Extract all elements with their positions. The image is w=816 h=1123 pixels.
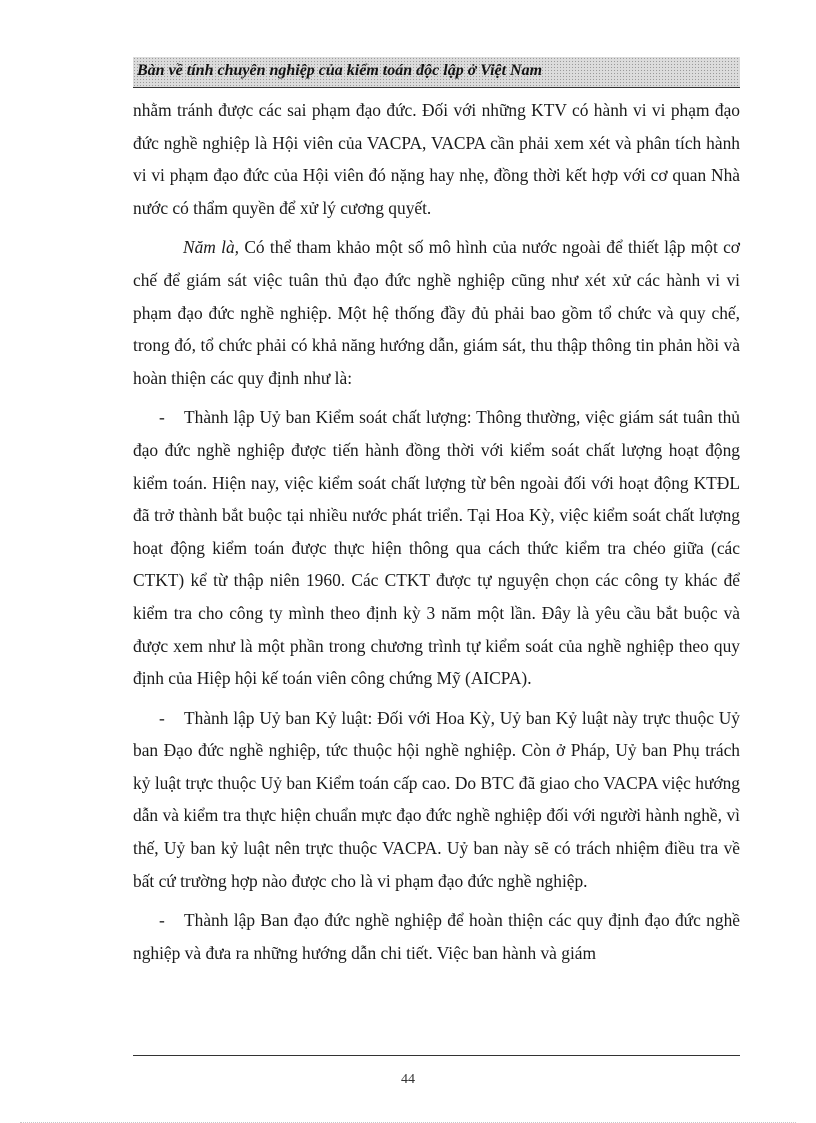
bullet-marker: -	[159, 910, 165, 931]
paragraph: nhằm tránh được các sai phạm đạo đức. Đối với những KTV có hành vi vi phạm đạo đức nghề nghiệp là Hội viên của VACPA, VACPA cần phải xem xét và phân tích hành vi vi phạm đạo đức của Hội viên đó nặng hay nhẹ, đồng thời kết hợp với cơ quan Nhà nước có thẩm quyền để xử lý cương quyết.	[133, 100, 740, 218]
list-item-text: Thành lập Ban đạo đức nghề nghiệp để hoàn thiện các quy định đạo đức nghề nghiệp và đưa ra những hướng dẫn chi tiết. Việc ban hành và giám	[133, 910, 740, 963]
paragraph	[133, 231, 740, 394]
page-number: 44	[401, 1072, 415, 1087]
running-header	[133, 57, 740, 88]
paragraph-lead: Năm là,	[183, 237, 240, 258]
bullet-marker: -	[159, 407, 165, 428]
list-item	[133, 401, 740, 694]
list-item	[133, 904, 740, 969]
list-item	[133, 702, 740, 898]
paragraph-text: Có thể tham khảo một số mô hình của nước ngoài để thiết lập một cơ chế để giám sát việc tuân thủ đạo đức nghề nghiệp cũng như xét xử các hành vi vi phạm đạo đức nghề nghiệp. Một hệ thống đầy đủ phải bao gồm tổ chức và quy chế, trong đó, tổ chức phải có khả năng hướng dẫn, giám sát, thu thập thông tin phản hồi và hoàn thiện các quy định như là:	[133, 237, 740, 388]
document-title: Bàn về tính chuyên nghiệp của kiểm toán độc lập ở Việt Nam	[137, 62, 543, 79]
bullet-marker: -	[159, 707, 165, 728]
footer-divider	[133, 1055, 740, 1056]
page-body	[133, 94, 740, 969]
list-item-text: Thành lập Uỷ ban Kiểm soát chất lượng: Thông thường, việc giám sát tuân thủ đạo đức nghề nghiệp được tiến hành đồng thời với kiểm soát chất lượng hoạt động kiểm toán. Hiện nay, việc kiểm soát chất lượng từ bên ngoài đối với hoạt động KTĐL đã trở thành bắt buộc tại nhiều nước phát triển. Tại Hoa Kỳ, việc kiểm soát chất lượng hoạt động kiểm toán được thực hiện thông qua cách thức kiểm tra chéo giữa (các CTKT) kể từ thập niên 1960. Các CTKT được tự nguyện chọn các công ty khác để kiểm tra cho công ty mình theo định kỳ 3 năm một lần. Đây là yêu cầu bắt buộc và được xem như là một phần trong chương trình tự kiểm soát của nghề nghiệp theo quy định của Hiệp hội kế toán viên công chứng Mỹ (AICPA).	[133, 407, 740, 689]
list-item-text: Thành lập Uỷ ban Kỷ luật: Đối với Hoa Kỳ, Uỷ ban Kỷ luật này trực thuộc Uỷ ban Đạo đức nghề nghiệp, tức thuộc hội nghề nghiệp. Còn ở Pháp, Uỷ ban Phụ trách kỷ luật trực thuộc Uỷ ban Kiểm toán cấp cao. Do BTC đã giao cho VACPA việc hướng dẫn và kiểm tra thực hiện chuẩn mực đạo đức nghề nghiệp đối với người hành nghề, vì thế, Uỷ ban kỷ luật nên trực thuộc VACPA. Uỷ ban này sẽ có trách nhiệm điều tra về bất cứ trường hợp nào được cho là vi phạm đạo đức nghề nghiệp.	[133, 707, 740, 891]
